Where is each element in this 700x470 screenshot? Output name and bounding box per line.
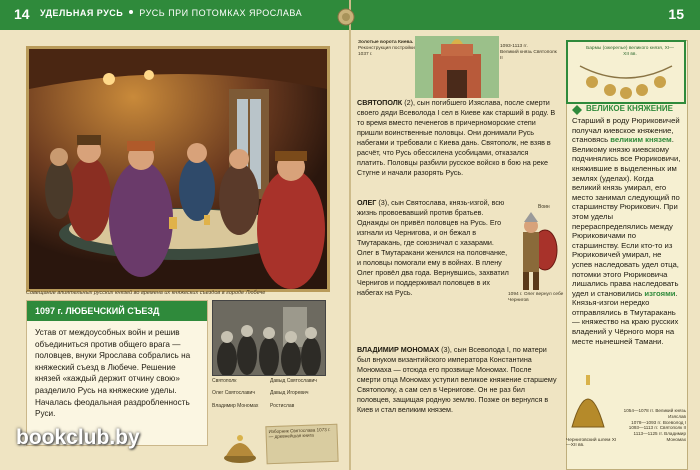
princes-feast-illustration — [29, 49, 327, 289]
rulers-dates — [620, 408, 686, 443]
barmy-necklace-illustration — [572, 60, 680, 104]
oleg-body: (3), сын Святослава, князь-изгой, всю жизнь провоевавший против братьев. Однажды он привёл половцев на Русь. Его изгнали из Чернигова, и он бежал в Тмутаракань, где союзничал с хазарами. Олег в Тмутаракани женился на половчанке, и половцы помогали ему в войнах. В плену Олег провёл два года. Вернувшись, захватил Чернигов и поддерживал половцев в их набегах на Русь. — [357, 198, 509, 297]
legend-item: Давыд Святославич — [270, 378, 317, 384]
crown-icon — [220, 430, 260, 464]
page-number-left: 14 — [14, 6, 30, 22]
vladimir-body: (3), сын Всеволода I, по матери был внуком византийского императора Константина Мономаха — отсюда его прозвище Мономах. После смерти отца Мономах уступил великое княжение старшему Святополку, а сам сел в Чернигове. Он не раз бил половцев, защищая родную землю. Позже он вернулся в Киев и стал великим князем. — [357, 345, 557, 414]
legend-item: Давыд Игоревич — [270, 390, 309, 397]
section-title: УДЕЛЬНАЯ РУСЬ — [40, 8, 124, 18]
congress-legend — [212, 378, 324, 414]
date-line: 1078—1093 гг. Всеволод I — [631, 419, 686, 425]
sviatopolk-paragraph — [357, 98, 557, 178]
watermark: bookclub.by — [16, 426, 140, 449]
helmet-illustration — [566, 375, 610, 433]
running-head — [40, 8, 302, 18]
lyubech-box-title: 1097 г. ЛЮБЕЧСКИЙ СЪЕЗД — [27, 301, 207, 321]
bottom-scroll-note: Изборник Святослава 1073 г. — древнейшая книга — [265, 424, 338, 464]
legend-item: Владимир Мономах — [212, 402, 259, 409]
date-line: 1054—1078 гг. Великий князь Изяслав — [623, 408, 686, 419]
page-number-right: 15 — [668, 6, 684, 22]
golden-gate-illustration — [415, 36, 499, 98]
separator-dot-icon — [129, 10, 133, 14]
warrior-label: Воин — [538, 204, 550, 210]
oleg-paragraph — [357, 198, 509, 298]
gate-caption2-head: 1093-1113 гг. — [500, 44, 528, 49]
date-line: 1113—1125 гг. Владимир Мономах — [633, 431, 686, 442]
gp-text-part: Старший в роду Рюриковичей получал киевское княжение, становясь — [572, 116, 680, 145]
sviatopolk-body: (2), сын погибшего Изяслава, после смерти своего дяди Всеволода I сел в Киеве как старший в роду. В то время вместо печенегов в причерноморские степи пришли воинственные половцы. Они донимали Русь набегами и требовали с Киева дань. Святополк, не взяв в расчёт, что Русь обессилена усобицами, отказался платить. Половцы разбили русское войско в бою на реке Стугне и начали разорять Русь. — [357, 98, 556, 177]
lyubech-congress-box — [26, 300, 208, 446]
legend-item: Олег Святославич — [212, 390, 255, 397]
gp-text-part: . Князья-изгои нередко отправлялись в Тмутаракань — княжество на краю русских владений у Чёрного моря на месте нынешней Тамани. — [572, 288, 679, 346]
warrior-illustration — [505, 210, 561, 292]
gate-caption-right — [500, 44, 558, 62]
jewel-title: Бармы (ожерелье) великого князя, XI—XII вв. — [586, 46, 674, 57]
feast-painting — [26, 46, 330, 292]
page-gutter — [349, 0, 351, 470]
princes-group-illustration — [213, 301, 325, 375]
helmet-caption: Черниговский шлем XI—XII вв. — [566, 438, 617, 448]
date-line: 1093—1113 гг. Святополк II — [628, 425, 686, 431]
coin-icon — [337, 8, 355, 26]
gate-caption-left — [358, 40, 416, 58]
grand-principality-title: ВЕЛИКОЕ КНЯЖЕНИЕ — [586, 104, 673, 113]
gp-text-bold: изгоями — [644, 288, 676, 298]
gate-caption2-body: Великий князь Святополк II — [500, 50, 557, 61]
painting-caption: Совещание влиятельных русских князей во времена их княжеских съездов в городе Любече — [26, 290, 266, 296]
congress-bw-image — [212, 300, 326, 376]
lyubech-box-text: Устав от междоусобных войн и решив объединиться против общего врага — половцев, внуки Ярослава собрались на княжеский съезд в Любече. Решение князей «каждый держит отчину свою» разделило Русь на княжеские уделы. Началась феодальная раздробленность Руси. — [35, 328, 191, 419]
gate-caption-head: Золотые ворота Киева. — [358, 40, 414, 45]
grand-principality-text — [572, 116, 682, 346]
sviatopolk-name: СВЯТОПОЛК — [357, 98, 403, 107]
gp-text-bold: великим князем — [610, 135, 672, 145]
warrior-caption: 1094 г. Олег вернул себе Чернигов — [508, 292, 564, 303]
gate-caption-body: Реконструкция постройки 1037 г. — [358, 46, 415, 57]
vladimir-name: ВЛАДИМИР МОНОМАХ — [357, 345, 440, 354]
diamond-bullet-icon — [572, 105, 582, 115]
oleg-name: ОЛЕГ — [357, 198, 377, 207]
subsection-title: РУСЬ ПРИ ПОТОМКАХ ЯРОСЛАВА — [139, 8, 303, 18]
legend-item: Ростислав — [270, 402, 295, 409]
legend-item: Святополк — [212, 378, 237, 384]
gp-text-part: . Великому князю киевскому подчинялись все Рюриковичи, княжившие в выделенных им землях (уделах). Когда великий князь умирал, его место занимал следующий по старшинству Рюрикович. При этом уделы перераспределялись между Рюриковичами по старшинству. Если кто-то из Рюриковичей умирал, не успев наследовать удел отца, потомки этого Рюриковича лишались права наследовать удел и становились — [572, 135, 681, 298]
vladimir-paragraph — [357, 345, 557, 415]
